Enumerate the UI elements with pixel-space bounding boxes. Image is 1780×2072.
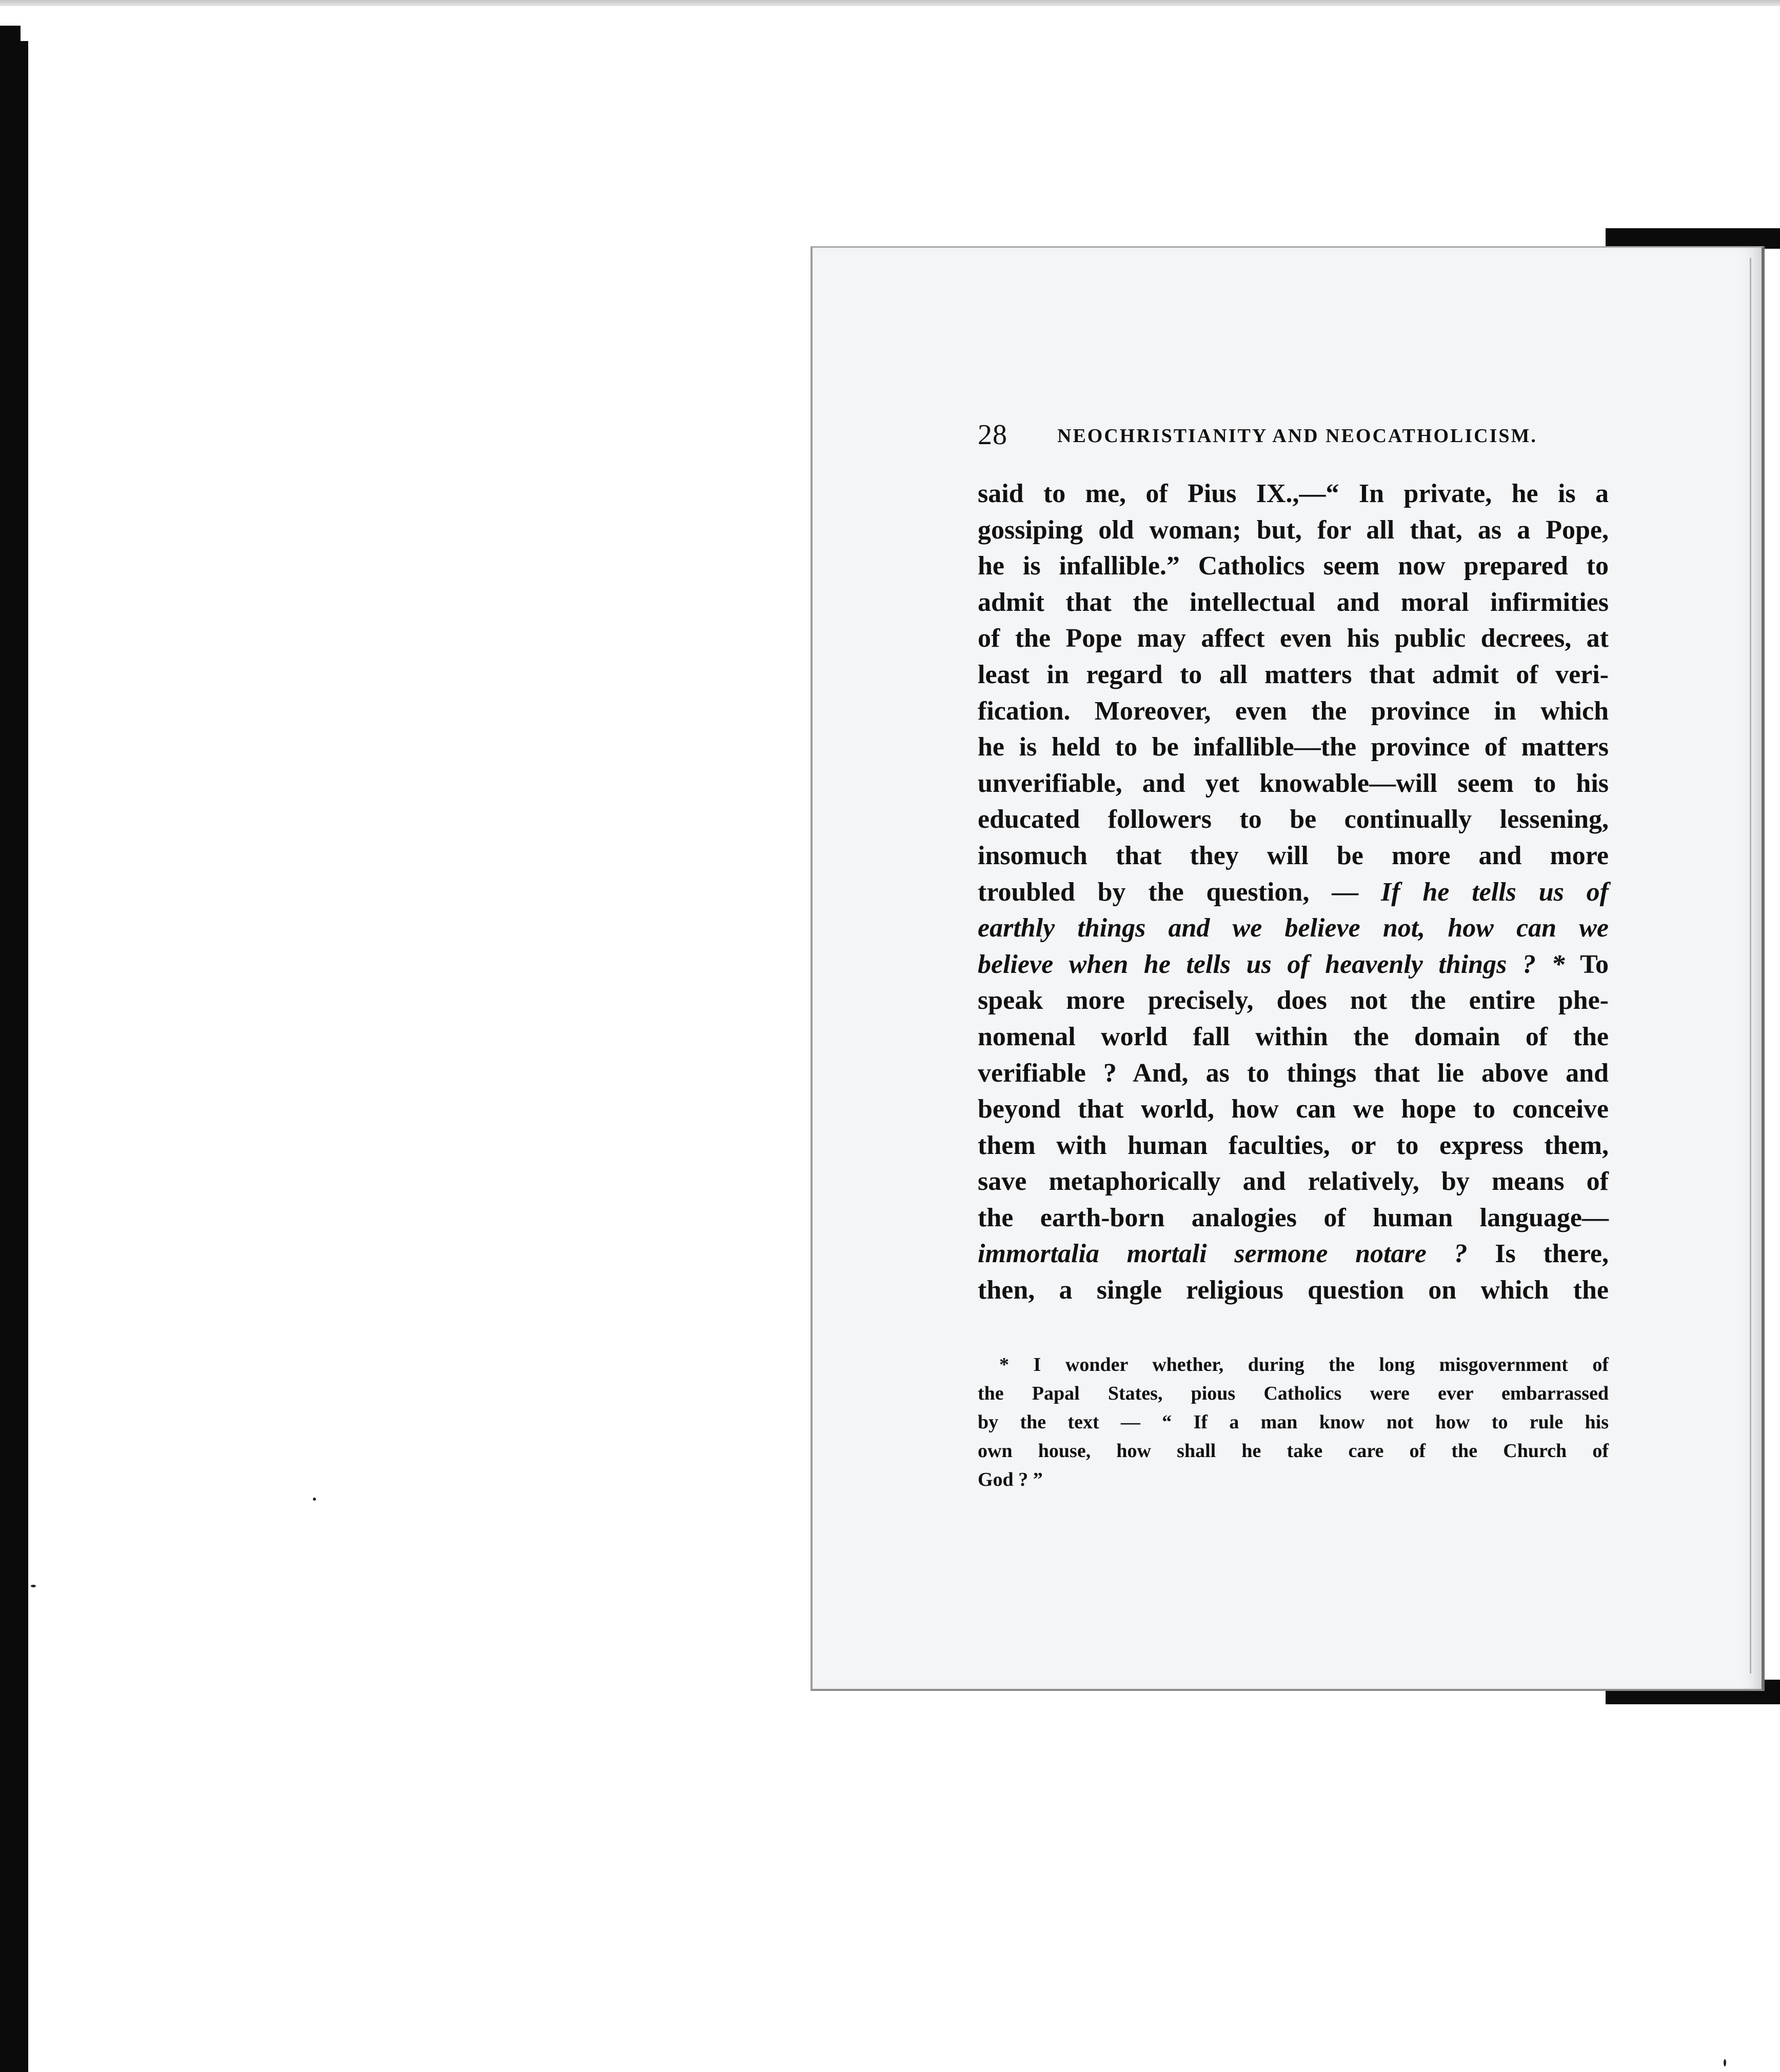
scan-speck xyxy=(31,1585,36,1587)
body-line: immortalia mortali sermone notare ? Is there, xyxy=(978,1239,1609,1269)
scan-right-tab-top xyxy=(1606,228,1780,249)
body-line: of the Pope may affect even his public decrees, at xyxy=(978,624,1609,653)
body-line: troubled by the question, — If he tells us of xyxy=(978,877,1609,907)
scan-speck xyxy=(1724,2059,1726,2066)
body-line: them with human faculties, or to express them, xyxy=(978,1130,1609,1160)
footnote-line: * I wonder whether, during the long misgovernment of xyxy=(999,1354,1609,1376)
scan-top-edge xyxy=(0,0,1780,6)
body-line: beyond that world, how can we hope to conceive xyxy=(978,1094,1609,1124)
body-line: unverifiable, and yet knowable—will seem to his xyxy=(978,768,1609,798)
body-line: said to me, of Pius IX.,—“ In private, he is a xyxy=(978,479,1609,508)
body-line: verifiable ? And, as to things that lie above and xyxy=(978,1058,1609,1088)
body-line: gossiping old woman; but, for all that, as a Pope, xyxy=(978,515,1609,545)
page-fold-line xyxy=(1750,258,1751,1673)
italic-quote: immortalia mortali sermone notare ? xyxy=(978,1239,1468,1269)
scan-speck xyxy=(313,1498,316,1501)
scan-left-border xyxy=(0,41,28,2072)
book-page xyxy=(810,246,1765,1691)
body-line: admit that the intellectual and moral infirmities xyxy=(978,587,1609,617)
page-header xyxy=(978,419,1609,454)
italic-quote: believe when he tells us of heavenly things ? * xyxy=(978,949,1565,979)
body-line: fication. Moreover, even the province in which xyxy=(978,696,1609,726)
body-line: speak more precisely, does not the entire phe- xyxy=(978,986,1609,1015)
body-line: insomuch that they will be more and more xyxy=(978,841,1609,870)
body-line: he is infallible.” Catholics seem now prepared to xyxy=(978,551,1609,581)
body-line: earthly things and we believe not, how can we xyxy=(978,913,1609,943)
footnote-line: by the text — “ If a man know not how to rule his xyxy=(978,1411,1609,1433)
footnote-line: God ? ” xyxy=(978,1469,1043,1490)
body-line: then, a single religious question on which the xyxy=(978,1276,1609,1305)
body-line: nomenal world fall within the domain of the xyxy=(978,1022,1609,1051)
body-line: the earth-born analogies of human language— xyxy=(978,1203,1609,1232)
running-head: NEOCHRISTIANITY AND NEOCATHOLICISM. xyxy=(1057,425,1537,447)
italic-quote: If he tells us of xyxy=(1380,877,1609,907)
body-line: save metaphorically and relatively, by means of xyxy=(978,1167,1609,1197)
body-text xyxy=(978,476,1609,1309)
footnote xyxy=(978,1350,1609,1494)
body-line: he is held to be infallible—the province of matters xyxy=(978,732,1609,762)
footnote-line: the Papal States, pious Catholics were ever embarrassed xyxy=(978,1383,1609,1404)
footnote-line: own house, how shall he take care of the Church of xyxy=(978,1440,1609,1462)
body-line: educated followers to be continually lessening, xyxy=(978,805,1609,834)
body-line: believe when he tells us of heavenly things ? * To xyxy=(978,949,1609,979)
body-line: least in regard to all matters that admit of veri- xyxy=(978,660,1609,689)
page-number: 28 xyxy=(978,419,1007,451)
